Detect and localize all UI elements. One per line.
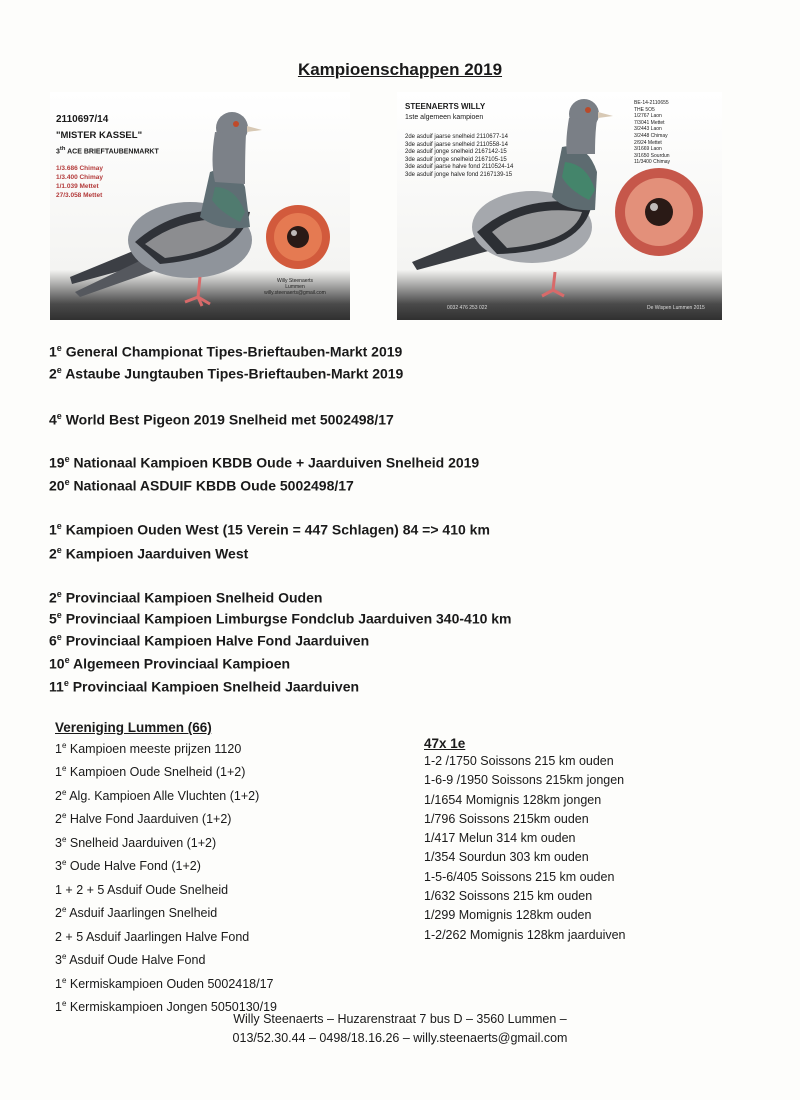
list-item: 3e Asduif Oude Halve Fond — [55, 952, 206, 968]
pedigree-results: BE-14-2110655 THE 5O5 1/2767 Laon 7/3041 Mettet 3/2443 Laon 3/2448 Chimay 2/924 Mettet 3/1669 Laon 3/1650 Sourdun 11/3400 Chimay — [634, 100, 671, 166]
list-item: 3de asduif jaarse snelheid 2110558-14 — [405, 141, 508, 148]
result-line: 1/3.400 Chimay — [56, 174, 103, 181]
brand-strip: De Wispen Lummen 2015 — [647, 305, 705, 311]
list-item: 1/417 Melun 314 km ouden — [424, 831, 576, 846]
achievement-line: 4e World Best Pigeon 2019 Snelheid met 5002498/17 — [49, 411, 394, 428]
list-item: 1/1654 Momignis 128km jongen — [424, 792, 602, 807]
footer-address: Willy Steenaerts – Huzarenstraat 7 bus D – 3560 Lummen – — [233, 1012, 567, 1026]
list-item: 1-2 /1750 Soissons 215 km ouden — [424, 754, 614, 768]
page-title: Kampioenschappen 2019 — [297, 60, 503, 79]
pigeon-results — [56, 164, 103, 200]
list-item: 1 + 2 + 5 Asduif Oude Snelheid — [55, 882, 229, 897]
list-item: 3de asduif jonge snelheid 2167105-15 — [405, 156, 507, 163]
loft-achievements — [405, 134, 513, 180]
loft-subtitle: 1ste algemeen kampioen — [405, 114, 484, 121]
list-item: 2e Asduif Jaarlingen Snelheid — [55, 905, 218, 921]
ace-line: 3th ACE BRIEFTAUBENMARKT — [56, 146, 159, 156]
list-item: 1-6-9 /1950 Soissons 215km jongen — [424, 773, 625, 788]
list-item: 1/796 Soissons 215km ouden — [424, 811, 589, 826]
result-line: 1/3.686 Chimay — [56, 165, 103, 172]
list-item: 1e Kampioen Oude Snelheid (1+2) — [55, 764, 246, 780]
list-item: 1/299 Momignis 128km ouden — [424, 908, 592, 923]
firsts-heading: 47x 1e — [424, 736, 466, 751]
achievement-line: 2e Kampioen Jaarduiven West — [49, 545, 249, 562]
list-item: 2e Halve Fond Jaarduiven (1+2) — [55, 811, 232, 827]
achievement-line: 20e Nationaal ASDUIF KBDB Oude 5002498/17 — [49, 477, 354, 494]
achievement-line: 5e Provinciaal Kampioen Limburgse Fondclub Jaarduiven 340-410 km — [49, 610, 512, 627]
list-item: 1e Kampioen meeste prijzen 1120 — [55, 741, 242, 757]
firsts-list — [424, 752, 626, 945]
vereniging-list — [55, 736, 277, 1017]
result-line: 1/1.039 Mettet — [56, 183, 99, 190]
list-item: 1-5-6/405 Soissons 215 km ouden — [424, 869, 615, 884]
achievement-line: 2e Astaube Jungtauben Tipes-Brieftauben-Markt 2019 — [49, 365, 404, 382]
loft-name: STEENAERTS WILLY — [405, 102, 486, 111]
result-line: 27/3.058 Mettet — [56, 192, 103, 199]
list-item: 1/632 Soissons 215 km ouden — [424, 889, 593, 904]
list-item: 1e Kermiskampioen Ouden 5002418/17 — [55, 975, 274, 991]
achievement-line: 1e General Championat Tipes-Brieftauben-Markt 2019 — [49, 343, 403, 360]
photo-credit: Willy Steenaerts Lummen willy.steenaerts@gmail.com — [264, 278, 326, 296]
footer-contact: 013/52.30.44 – 0498/18.16.26 – willy.steenaerts@gmail.com — [232, 1031, 568, 1045]
vereniging-heading: Vereniging Lummen (66) — [55, 720, 212, 735]
achievement-line: 19e Nationaal Kampioen KBDB Oude + Jaarduiven Snelheid 2019 — [49, 454, 480, 471]
pigeon-ring-number: 2110697/14 — [56, 114, 109, 125]
achievement-line: 6e Provinciaal Kampioen Halve Fond Jaarduiven — [49, 632, 370, 649]
list-item: 1/354 Sourdun 303 km ouden — [424, 850, 589, 865]
phone-strip: 0032 476 253 022 — [447, 305, 488, 311]
list-item: 3de asduif jonge halve fond 2167139-15 — [405, 171, 513, 178]
right-pigeon-photo — [397, 92, 722, 320]
pigeon-name: "MISTER KASSEL" — [56, 130, 143, 141]
achievement-line: 2e Provinciaal Kampioen Snelheid Ouden — [49, 589, 323, 606]
list-item: 2 + 5 Asduif Jaarlingen Halve Fond — [55, 929, 250, 944]
list-item: 3e Snelheid Jaarduiven (1+2) — [55, 834, 217, 850]
pigeon-illustration — [397, 92, 722, 320]
list-item: 1-2/262 Momignis 128km jaarduiven — [424, 927, 626, 942]
achievement-line: 1e Kampioen Ouden West (15 Verein = 447 Schlagen) 84 => 410 km — [49, 521, 490, 538]
list-item: 1e Kermiskampioen Jongen 5050130/19 — [55, 998, 277, 1015]
left-pigeon-photo — [50, 92, 350, 320]
achievement-line: 11e Provinciaal Kampioen Snelheid Jaarduiven — [49, 678, 360, 695]
list-item: 2de asduif jonge snelheid 2167142-15 — [405, 149, 507, 156]
contact-footer — [0, 1010, 800, 1048]
list-item: 3de asduif jaarse halve fond 2110524-14 — [405, 164, 514, 171]
list-item: 3e Oude Halve Fond (1+2) — [55, 858, 201, 874]
achievement-line: 10e Algemeen Provinciaal Kampioen — [49, 655, 291, 672]
list-item: 2e Alg. Kampioen Alle Vluchten (1+2) — [55, 787, 260, 804]
list-item: 2de asduif jaarse snelheid 2110677-14 — [405, 134, 508, 140]
